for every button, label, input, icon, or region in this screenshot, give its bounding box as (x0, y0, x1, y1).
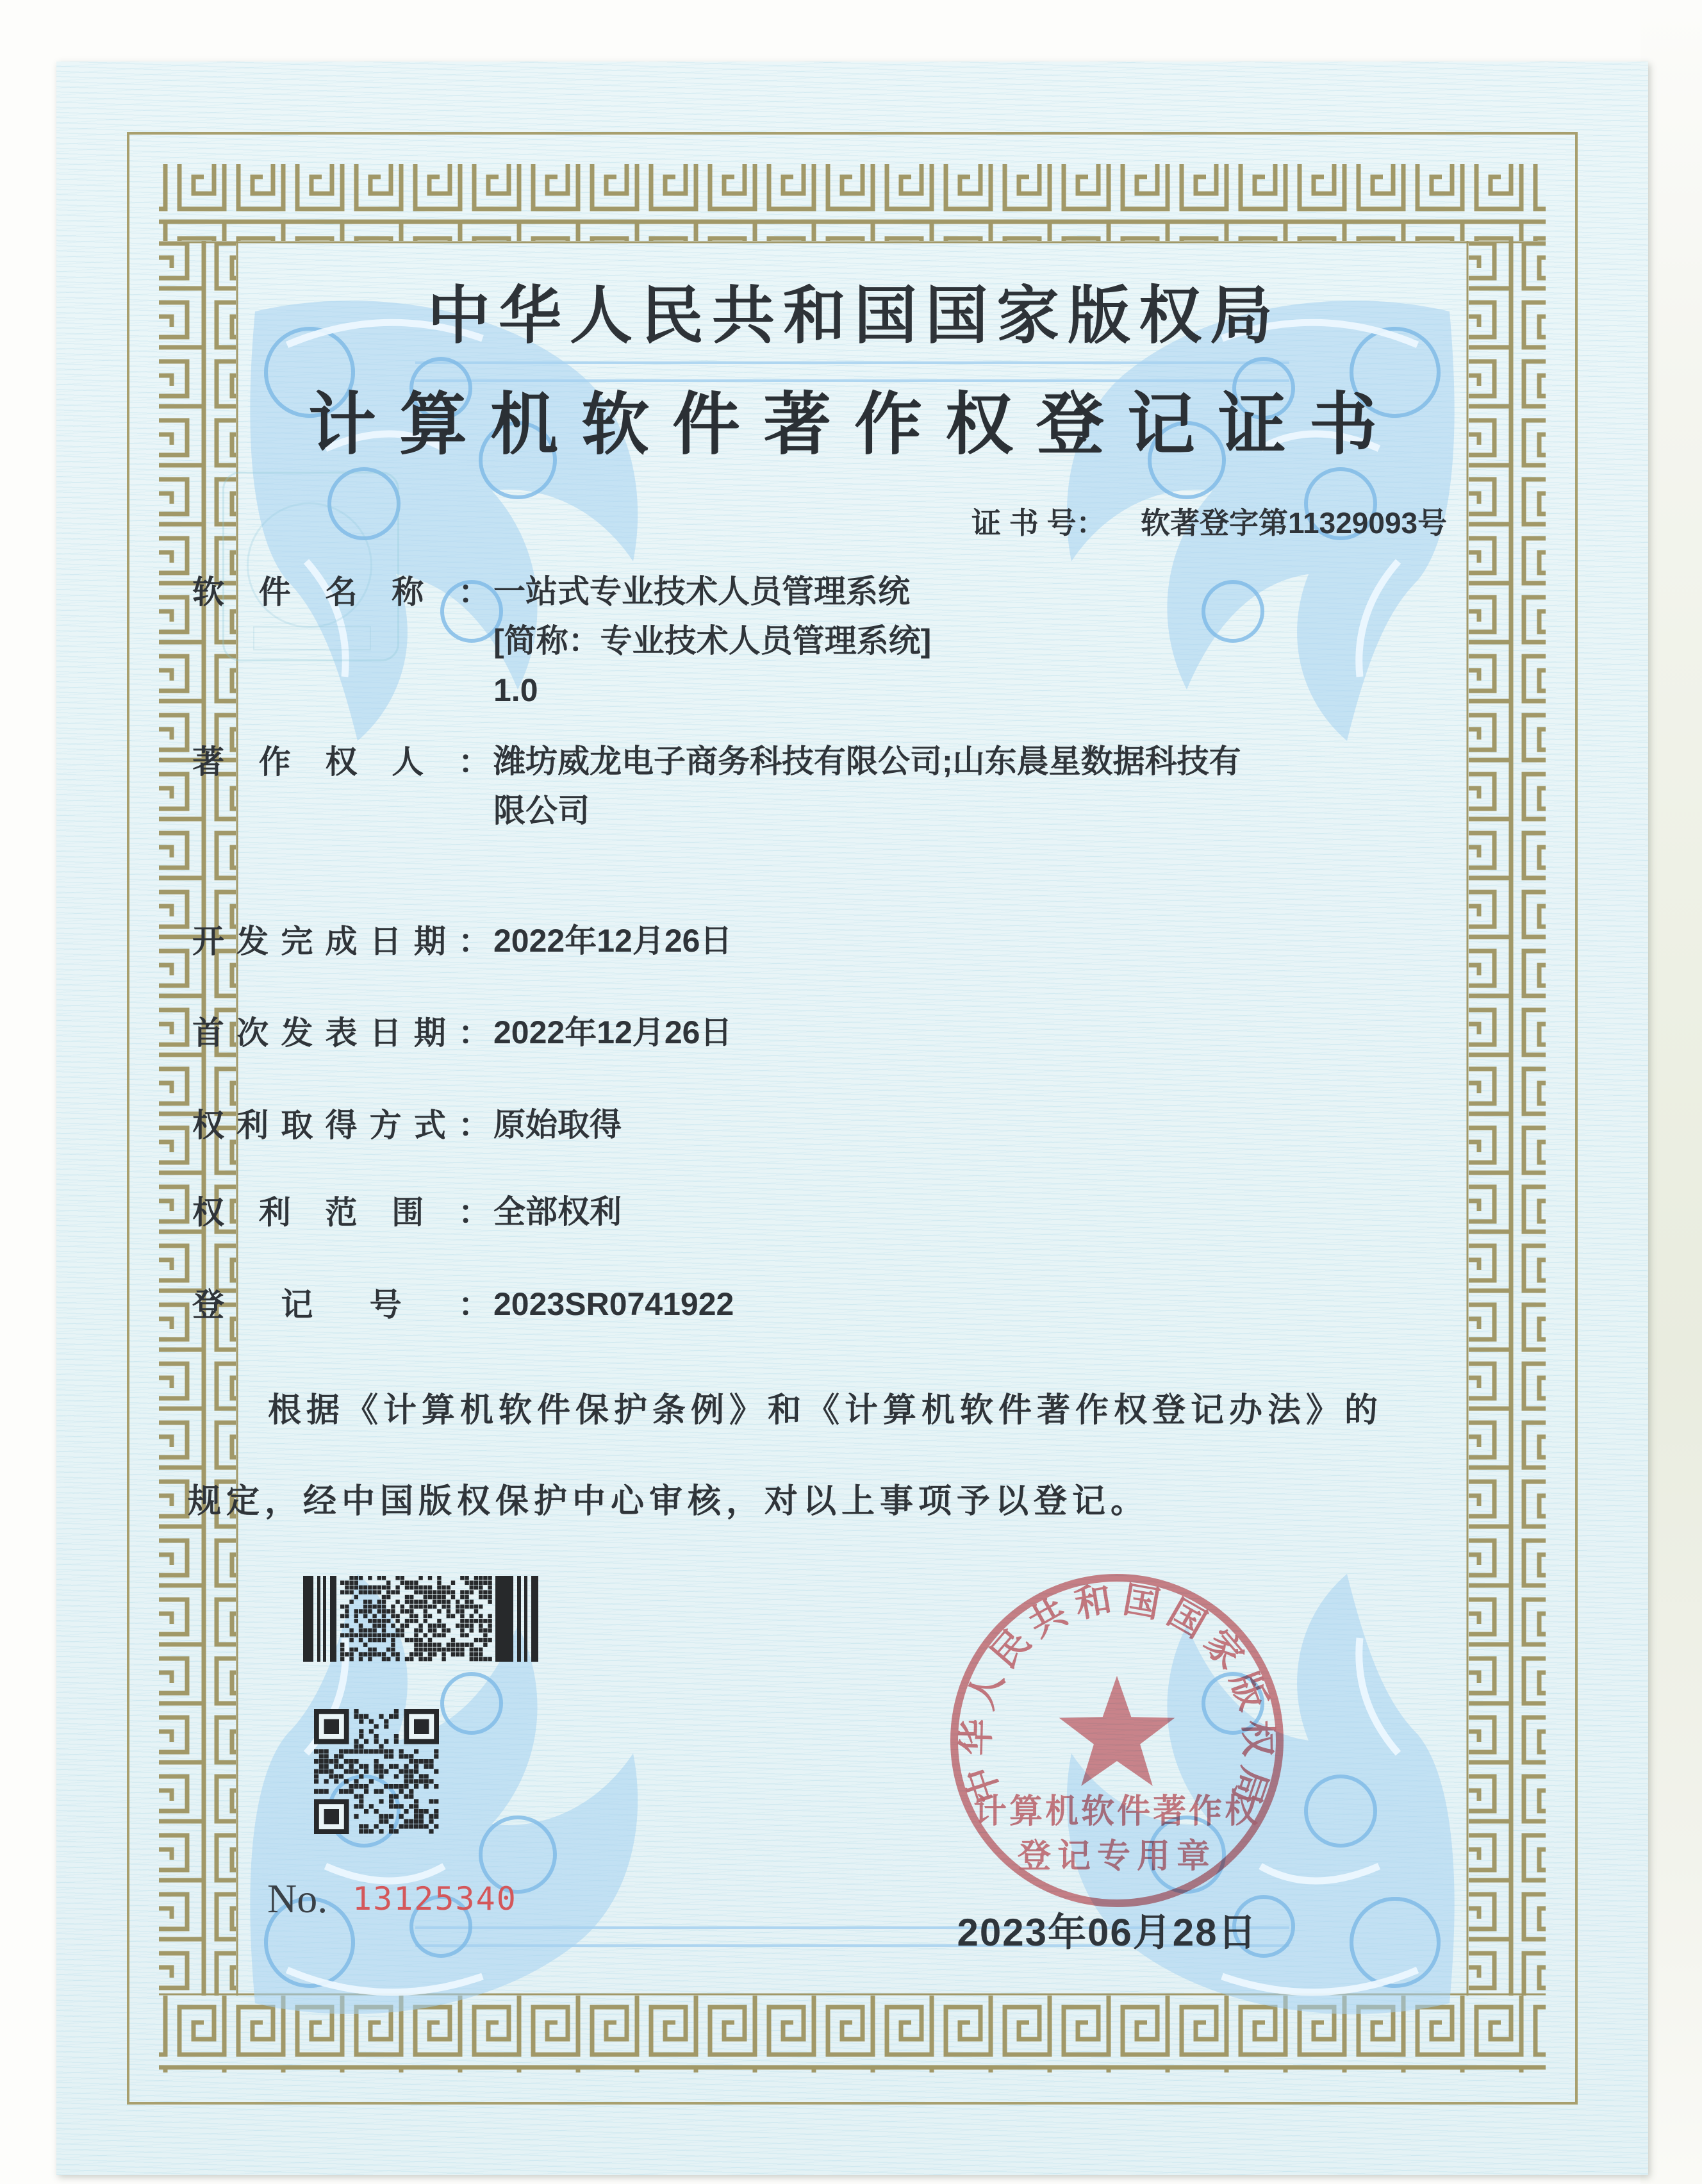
rights-scope: 全部权利 (493, 1194, 622, 1230)
field-label: 权利范围： (192, 1195, 490, 1230)
greek-key-band-top (159, 164, 1546, 241)
cert-no-value: 软著登字第11329093号 (1141, 506, 1448, 540)
seal-line-2: 登记专用章 (1017, 1838, 1217, 1875)
field-label: 开发完成日期： (192, 923, 490, 959)
seal-ring-text: 中华人民共和国国家版权局 (955, 1578, 1278, 1810)
field-label: 首次发表日期： (192, 1015, 490, 1051)
seal-line-1: 计算机软件著作权 (973, 1793, 1261, 1830)
qr-code-image (314, 1709, 439, 1834)
certificate-page (56, 62, 1648, 2175)
barcode-image (303, 1576, 540, 1662)
registration-number: 2023SR0741922 (493, 1286, 734, 1322)
software-version-line: 1.0 (493, 672, 538, 708)
field-label: 权利取得方式： (192, 1107, 490, 1143)
first-publish-date: 2022年12月26日 (493, 1014, 732, 1050)
document-title: 计算机软件著作权登记证书 (308, 387, 1400, 463)
official-seal (938, 1566, 1296, 1925)
serial-number: 13125340 (352, 1880, 517, 1917)
authority-title: 中华人民共和国国家版权局 (427, 280, 1281, 351)
software-name-line: 一站式专业技术人员管理系统 (493, 574, 910, 609)
field-value (493, 737, 1544, 836)
watermark-emblem (222, 472, 399, 661)
field-value (493, 567, 1544, 715)
serial-label: No. (267, 1876, 328, 1921)
star-icon (1059, 1676, 1175, 1786)
field-label: 著作权人： (192, 744, 490, 780)
field-label: 登记号： (192, 1287, 490, 1323)
issue-date: 2023年06月28日 (957, 1911, 1258, 1954)
scanner-background (1640, 0, 1702, 2184)
watermark-base (253, 626, 371, 650)
statement-line-1: 根据《计算机软件保护条例》和《计算机软件著作权登记办法》的 (268, 1392, 1384, 1429)
owner-line-1: 潍坊威龙电子商务科技有限公司;山东晨星数据科技有 (493, 743, 1241, 779)
cert-no-label: 证 书 号： (971, 506, 1106, 540)
rights-acquisition: 原始取得 (493, 1107, 622, 1143)
software-shortname-line: [简称：专业技术人员管理系统] (493, 623, 932, 659)
owner-line-2: 限公司 (493, 793, 590, 829)
field-label: 软件名称： (192, 574, 490, 610)
dev-complete-date: 2022年12月26日 (493, 923, 732, 959)
statement-line-2: 规定，经中国版权保护中心审核，对以上事项予以登记。 (188, 1483, 1150, 1520)
